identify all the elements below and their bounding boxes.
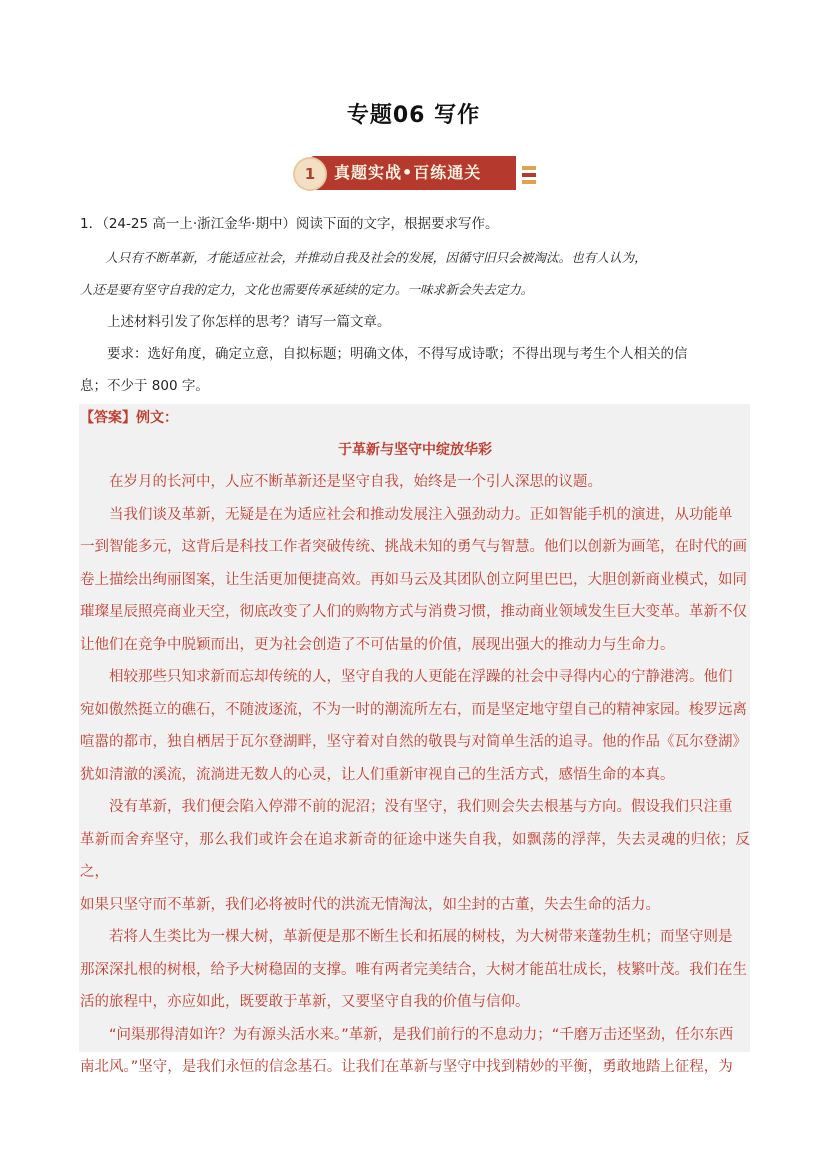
essay-line: 卷上描绘出绚丽图案，让生活更加便捷高效。再如马云及其团队创立阿里巴巴，大胆创新商业模式，如同	[80, 571, 747, 588]
essay-line: 相较那些只知求新而忘却传统的人，坚守自我的人更能在浮躁的社会中寻得内心的宁静港湾。他们	[109, 669, 733, 685]
banner-stripe-decoration	[522, 173, 536, 177]
essay-line: 那深深扎根的树根，给予大树稳固的支撑。唯有两者完美结合，大树才能茁壮成长，枝繁叶茂。我们在生	[80, 961, 747, 978]
question-stem: 1．（24-25 高一上·浙江金华·期中）阅读下面的文字，根据要求写作。	[80, 216, 499, 232]
section-banner	[290, 152, 536, 194]
essay-line: 宛如傲然挺立的礁石，不随波逐流，不为一时的潮流所左右，而是坚定地守望自己的精神家园。梭罗远离	[80, 701, 747, 718]
essay-line: 一到智能多元，这背后是科技工作者突破传统、挑战未知的勇气与智慧。他们以创新为画笔，在时代的画	[80, 539, 747, 555]
essay-line: 喧嚣的都市，独自栖居于瓦尔登湖畔，坚守着对自然的敬畏与对简单生活的追寻。他的作品《瓦尔登湖》	[80, 734, 747, 750]
writing-prompt: 上述材料引发了你怎样的思考？请写一篇文章。	[107, 314, 391, 330]
material-line: 人还是要有坚守自我的定力，文化也需要传承延续的定力。一味求新会失去定力。	[80, 282, 534, 297]
requirements-line: 要求：选好角度，确定立意，自拟标题；明确文体，不得写成诗歌；不得出现与考生个人相关的信	[107, 346, 688, 362]
essay-line: 当我们谈及革新，无疑是在为适应社会和推动发展注入强劲动力。正如智能手机的演进，从功能单	[109, 506, 733, 523]
banner-title: 真题实战•百练通关	[334, 163, 482, 182]
essay-body	[80, 466, 750, 1084]
essay-line: 没有革新，我们便会陷入停滞不前的泥沼；没有坚守，我们则会失去根基与方向。假设我们只注重	[109, 799, 733, 815]
essay-line: 革新而舍弃坚守，那么我们或许会在追求新奇的征途中迷失自我，如飘荡的浮萍，失去灵魂的归依；反之，	[80, 831, 750, 880]
essay-line: 活的旅程中，亦应如此，既要敢于革新，又要坚守自我的价值与信仰。	[80, 994, 530, 1010]
essay-line: 在岁月的长河中，人应不断革新还是坚守自我，始终是一个引人深思的议题。	[109, 474, 602, 490]
answer-label: 【答案】例文：	[80, 410, 178, 426]
essay-line: “问渠那得清如许？为有源头活水来。”革新，是我们前行的不息动力；“千磨万击还坚劲，任尔东西	[109, 1026, 734, 1043]
banner-stripe-decoration	[522, 180, 536, 184]
essay-title: 于革新与坚守中绽放华彩	[338, 442, 492, 458]
essay-line: 若将人生类比为一棵大树，革新便是那不断生长和拓展的树枝，为大树带来蓬勃生机；而坚守则是	[109, 929, 733, 945]
essay-line: 璀璨星辰照亮商业天空，彻底改变了人们的购物方式与消费习惯，推动商业领域发生巨大变革。革新不仅	[80, 604, 747, 620]
essay-line: 让他们在竞争中脱颖而出，更为社会创造了不可估量的价值，展现出强大的推动力与生命力。	[80, 636, 675, 653]
banner-stripe-decoration	[522, 166, 536, 170]
essay-line: 如果只坚守而不革新，我们必将被时代的洪流无情淘汰，如尘封的古董，失去生命的活力。	[80, 896, 660, 913]
essay-line: 犹如清澈的溪流，流淌进无数人的心灵，让人们重新审视自己的生活方式，感悟生命的本真。	[80, 766, 675, 783]
section-number-badge: 1	[293, 157, 327, 191]
requirements-line: 息；不少于 800 字。	[80, 378, 209, 394]
page-title: 专题06 写作	[346, 103, 481, 128]
material-line: 人只有不断革新，才能适应社会，并推动自我及社会的发展，因循守旧只会被淘汰。也有人认为，	[105, 250, 647, 265]
essay-line: 南北风。”坚守，是我们永恒的信念基石。让我们在革新与坚守中找到精妙的平衡，勇敢地踏上征程，为	[80, 1059, 733, 1075]
